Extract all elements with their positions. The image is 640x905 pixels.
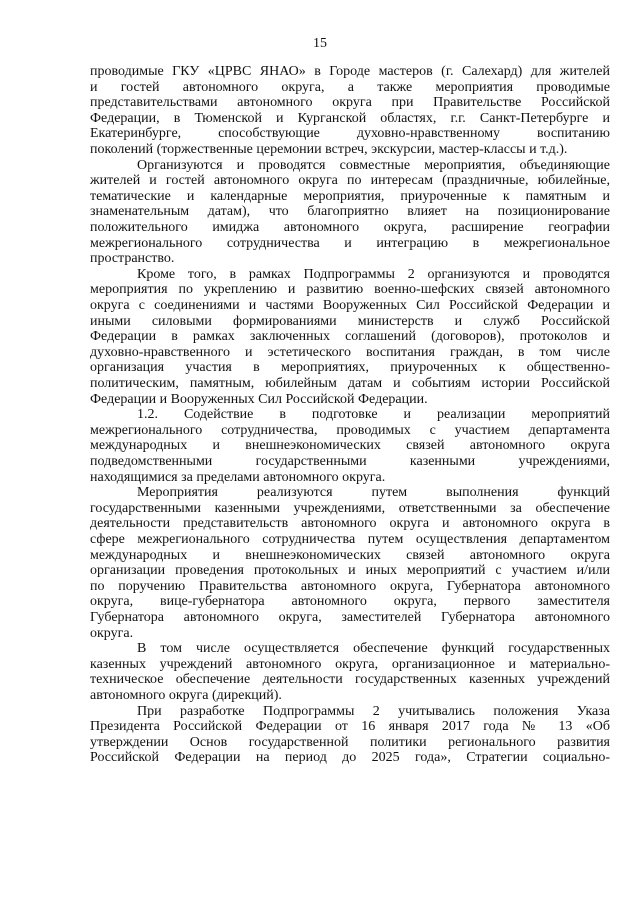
text-line: Российской Федерации на период до 2025 года», Стратегии социально- bbox=[90, 750, 610, 766]
paragraph-implementation bbox=[90, 485, 610, 641]
text-line: округа, вице-губернатора автономного округа, первого заместителя bbox=[90, 594, 610, 610]
text-line: по поручению Правительства автономного округа, Губернатора автономного bbox=[90, 578, 610, 594]
text-line: и гостей автономного округа, а также мероприятия проводимые bbox=[90, 79, 610, 95]
text-line: Федерации в рамках заключенных соглашений (договоров), протоколов и bbox=[90, 329, 610, 345]
page-body bbox=[90, 64, 610, 766]
text-line: международных и внешнеэкономических связей автономного округа bbox=[90, 438, 610, 454]
text-line: Кроме того, в рамках Подпрограммы 2 организуются и проводятся bbox=[137, 266, 610, 282]
page-number: 15 bbox=[313, 36, 327, 51]
text-line: положительного имиджа автономного округа, расширение географии bbox=[90, 219, 610, 235]
text-line: поколений (торжественные церемонии встреч, экскурсии, мастер-классы и т.д.). bbox=[90, 141, 568, 157]
text-line: Президента Российской Федерации от 16 января 2017 года № 13 «Об bbox=[90, 719, 610, 735]
text-line: пространство. bbox=[90, 251, 175, 267]
text-line: находящимися за пределами автономного округа. bbox=[90, 469, 386, 485]
text-line: Екатеринбурге, способствующие духовно-нравственному воспитанию bbox=[90, 126, 610, 142]
text-line: международных и внешнеэкономических связей автономного округа bbox=[90, 547, 610, 563]
text-line: знаменательным датам), что благоприятно влияет на позиционирование bbox=[90, 204, 610, 220]
text-line: межрегионального сотрудничества, проводимых с участием департамента bbox=[90, 422, 610, 438]
text-line: иными силовыми формированиями министерств и служб Российской bbox=[90, 313, 610, 329]
text-line: Мероприятия реализуются путем выполнения функций bbox=[137, 485, 610, 501]
text-line: организация участия в мероприятиях, приуроченных к общественно- bbox=[90, 360, 610, 376]
text-line: При разработке Подпрограммы 2 учитывались положения Указа bbox=[137, 703, 610, 719]
text-line: округа с соединениями и частями Вооруженных Сил Российской Федерации и bbox=[90, 297, 610, 313]
text-line: мероприятия по укреплению и развитию военно-шефских связей автономного bbox=[90, 282, 610, 298]
text-line: сфере межрегионального сотрудничества путем осуществления департаментом bbox=[90, 531, 610, 547]
text-line: организации проведения протокольных и иных мероприятий с участием и/или bbox=[90, 563, 610, 579]
text-line: государственными казенными учреждениями, ответственными за обеспечение bbox=[90, 500, 610, 516]
text-line: подведомственными государственными казенными учреждениями, bbox=[90, 453, 610, 469]
text-line: тематические и календарные мероприятия, приуроченные к памятным и bbox=[90, 188, 610, 204]
text-line: Губернатора автономного округа, заместителей Губернатора автономного bbox=[90, 609, 610, 625]
paragraph-section-1-2 bbox=[90, 407, 610, 485]
paragraph-military-ties bbox=[90, 267, 610, 407]
paragraph-decree-reference bbox=[90, 704, 610, 766]
text-line: представительствами автономного округа при Правительстве Российской bbox=[90, 95, 610, 111]
text-line: политическим, памятным, юбилейным датам и событиям истории Российской bbox=[90, 375, 610, 391]
paragraph-support-functions bbox=[90, 641, 610, 703]
text-line: округа. bbox=[90, 625, 134, 641]
text-line: 1.2. Содействие в подготовке и реализации мероприятий bbox=[137, 407, 610, 423]
text-line: Федерации и Вооруженных Сил Российской Федерации. bbox=[90, 391, 428, 407]
text-line: казенных учреждений автономного округа, организационное и материально- bbox=[90, 656, 610, 672]
paragraph-continuation bbox=[90, 64, 610, 158]
text-line: духовно-нравственного и эстетического воспитания граждан, в том числе bbox=[90, 344, 610, 360]
text-line: деятельности представительств автономного округа и автономного округа в bbox=[90, 516, 610, 532]
text-line: межрегионального сотрудничества и интеграцию в межрегиональное bbox=[90, 235, 610, 251]
text-line: жителей и гостей автономного округа по интересам (праздничные, юбилейные, bbox=[90, 173, 610, 189]
text-line: утверждении Основ государственной политики регионального развития bbox=[90, 734, 610, 750]
text-line: техническое обеспечение деятельности государственных казенных учреждений bbox=[90, 672, 610, 688]
text-line: В том числе осуществляется обеспечение функций государственных bbox=[137, 641, 610, 657]
paragraph-joint-events bbox=[90, 158, 610, 267]
text-line: Федерации, в Тюменской и Курганской областях, г.г. Санкт-Петербурге и bbox=[90, 110, 610, 126]
text-line: проводимые ГКУ «ЦРВС ЯНАО» в Городе мастеров (г. Салехард) для жителей bbox=[90, 64, 610, 79]
text-line: Организуются и проводятся совместные мероприятия, объединяющие bbox=[137, 157, 610, 173]
text-line: автономного округа (дирекций). bbox=[90, 687, 282, 703]
